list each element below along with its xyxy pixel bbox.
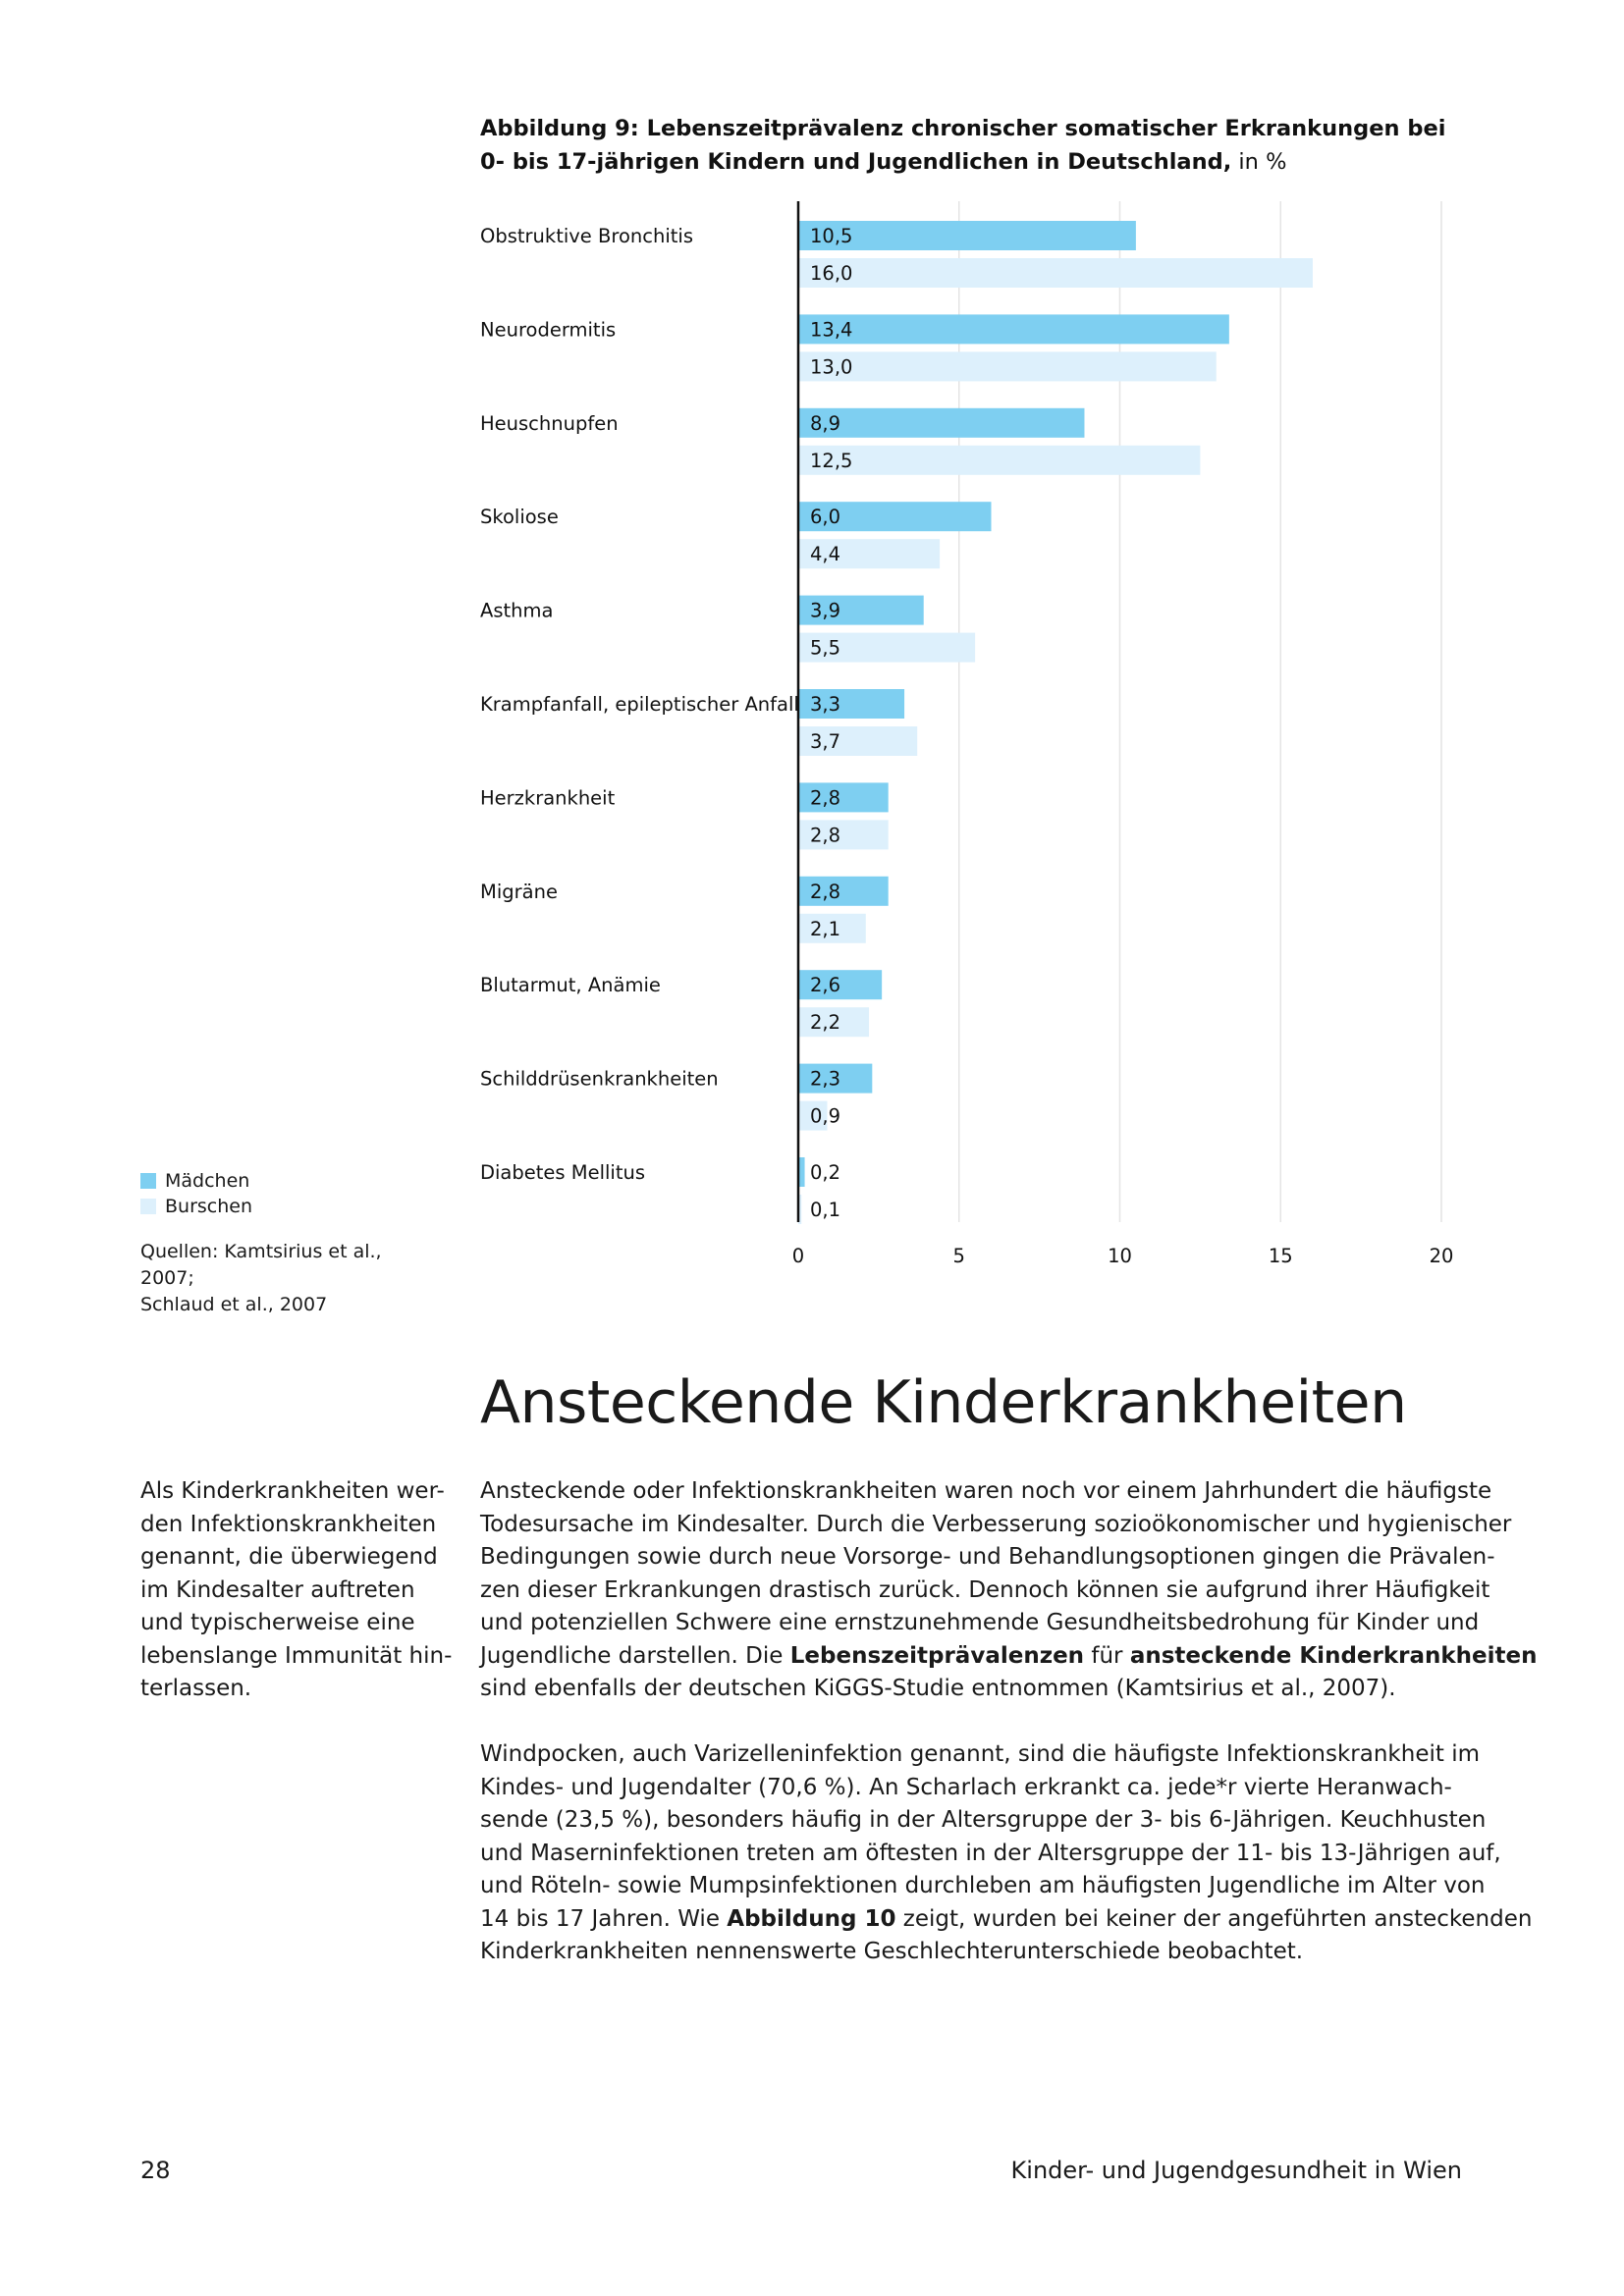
data-label: 12,5: [810, 449, 853, 472]
data-label: 3,3: [810, 693, 841, 716]
x-tick-label: 0: [791, 1245, 805, 1267]
data-label: 3,7: [810, 730, 841, 753]
legend-label-girls: Mädchen: [165, 1170, 250, 1192]
data-label: 13,4: [810, 318, 853, 342]
text-line: [480, 1903, 1533, 1937]
text-line: und Röteln- sowie Mumpsinfektionen durchleben am häufigsten Jugendliche im Alter von: [480, 1873, 1486, 1898]
sources-line-1: Quellen: Kamtsirius et al., 2007;: [140, 1241, 382, 1289]
text-line: sind ebenfalls der deutschen KiGGS-Studie entnommen (Kamtsirius et al., 2007).: [480, 1676, 1396, 1701]
data-label: 16,0: [810, 262, 853, 285]
category-label: Skoliose: [480, 506, 559, 529]
bar-girls: [798, 408, 1084, 438]
data-label: 2,2: [810, 1011, 841, 1035]
text-line: Ansteckende oder Infektionskrankheiten waren noch vor einem Jahrhundert die häufigste: [480, 1478, 1492, 1504]
legend-swatch-boys: [140, 1199, 156, 1214]
bar-boys: [798, 446, 1200, 475]
paragraph-1: [480, 1475, 1538, 1706]
chart-bars: [798, 221, 1313, 1224]
text-line: und Maserninfektionen treten am öftesten in der Altersgruppe der 11- bis 13-Jährigen auf,: [480, 1840, 1501, 1866]
data-label: 2,8: [810, 880, 841, 903]
sidenote-line: terlassen.: [140, 1676, 252, 1701]
figure-caption: [480, 112, 1472, 179]
category-label: Heuschnupfen: [480, 411, 619, 435]
data-label: 5,5: [810, 636, 841, 660]
x-tick-label: 20: [1429, 1245, 1454, 1267]
text-line: Kindes- und Jugendalter (70,6 %). An Scharlach erkrankt ca. jede*r vierte Heranwach-: [480, 1774, 1452, 1800]
figure-unit: in %: [1231, 149, 1287, 175]
figure-reference: Abbildung 10: [727, 1905, 896, 1932]
bar-boys: [798, 351, 1217, 381]
section-heading: Ansteckende Kinderkrankheiten: [480, 1368, 1407, 1437]
data-label: 8,9: [810, 411, 841, 435]
page-number: 28: [140, 2157, 171, 2184]
text-line: Kinderkrankheiten nennenswerte Geschlechterunterschiede beobachtet.: [480, 1939, 1304, 1964]
sidenote-line: den Infektionskrankheiten: [140, 1511, 437, 1537]
bold-term: ansteckende Kinderkrankheiten: [1129, 1642, 1538, 1669]
text-line: zen dieser Erkrankungen drastisch zurück. Dennoch können sie aufgrund ihrer Häufigkeit: [480, 1576, 1490, 1603]
legend-item-girls: [140, 1168, 252, 1194]
category-label: Obstruktive Bronchitis: [480, 225, 693, 247]
legend-swatch-girls: [140, 1173, 156, 1189]
publication-title: Kinder- und Jugendgesundheit in Wien: [1010, 2157, 1462, 2184]
data-label: 2,8: [810, 786, 841, 810]
data-label: 0,1: [810, 1199, 841, 1221]
x-tick-label: 15: [1268, 1245, 1293, 1267]
sources-line-2: Schlaud et al., 2007: [140, 1294, 328, 1315]
data-label: 2,1: [810, 917, 841, 940]
legend-item-boys: [140, 1194, 252, 1219]
text-line: sende (23,5 %), besonders häufig in der Altersgruppe der 3- bis 6-Jährigen. Keuchhusten: [480, 1807, 1487, 1833]
chart-legend: [140, 1168, 252, 1219]
category-label: Migräne: [480, 880, 558, 903]
data-label: 4,4: [810, 543, 841, 566]
data-label: 0,9: [810, 1104, 841, 1128]
text-run: für: [1084, 1642, 1130, 1669]
chart-sources: [140, 1239, 435, 1318]
category-label: Asthma: [480, 599, 554, 622]
text-line: und potenziellen Schwere eine ernstzunehmende Gesundheitsbedrohung für Kinder und: [480, 1610, 1480, 1635]
chart-labels: [480, 225, 852, 1221]
category-label: Neurodermitis: [480, 318, 617, 342]
category-label: Diabetes Mellitus: [480, 1161, 645, 1184]
data-label: 13,0: [810, 355, 853, 379]
data-label: 2,3: [810, 1067, 841, 1091]
sidenote-line: und typischerweise eine: [140, 1610, 415, 1635]
data-label: 3,9: [810, 599, 841, 622]
text-line: Bedingungen sowie durch neue Vorsorge- und Behandlungsoptionen gingen die Prävalen-: [480, 1544, 1495, 1570]
x-tick-label: 5: [952, 1245, 965, 1267]
data-label: 2,8: [810, 824, 841, 847]
figure-title: Abbildung 9: Lebenszeitprävalenz chronischer somatischer Erkrankungen bei 0- bis 17-jährigen Kindern und Jugendlichen in Deutschland,: [480, 116, 1446, 175]
data-label: 0,2: [810, 1161, 841, 1184]
sidenote-line: Als Kinderkrankheiten wer-: [140, 1478, 445, 1504]
category-label: Schilddrüsenkrankheiten: [480, 1067, 719, 1091]
text-line: Todesursache im Kindesalter. Durch die Verbesserung sozioökonomischer und hygienischer: [480, 1511, 1512, 1537]
category-label: Krampfanfall, epileptischer Anfall: [480, 693, 799, 716]
legend-label-boys: Burschen: [165, 1196, 253, 1217]
text-line: [480, 1640, 1538, 1674]
category-label: Herzkrankheit: [480, 786, 616, 810]
bar-chart: [461, 201, 1463, 1301]
sidenote-line: genannt, die überwiegend: [140, 1544, 438, 1570]
data-label: 10,5: [810, 225, 853, 247]
bar-girls: [798, 314, 1229, 344]
text-line: Windpocken, auch Varizelleninfektion genannt, sind die häufigste Infektionskrankheit im: [480, 1741, 1480, 1767]
body-text: [480, 1475, 1538, 2002]
category-label: Blutarmut, Anämie: [480, 974, 661, 997]
bold-term: Lebenszeitprävalenzen: [789, 1642, 1085, 1669]
bar-boys: [798, 258, 1313, 288]
x-tick-label: 10: [1108, 1245, 1132, 1267]
data-label: 6,0: [810, 506, 841, 529]
sidenote-line: lebenslange Immunität hin-: [140, 1642, 453, 1669]
text-run: zeigt, wurden bei keiner der angeführten ansteckenden: [895, 1905, 1533, 1932]
text-run: Jugendliche darstellen. Die: [480, 1642, 790, 1669]
sidenote: [140, 1475, 453, 1706]
sidenote-line: im Kindesalter auftreten: [140, 1576, 415, 1603]
data-label: 2,6: [810, 974, 841, 997]
paragraph-2: [480, 1738, 1533, 1969]
text-run: 14 bis 17 Jahren. Wie: [480, 1905, 728, 1932]
